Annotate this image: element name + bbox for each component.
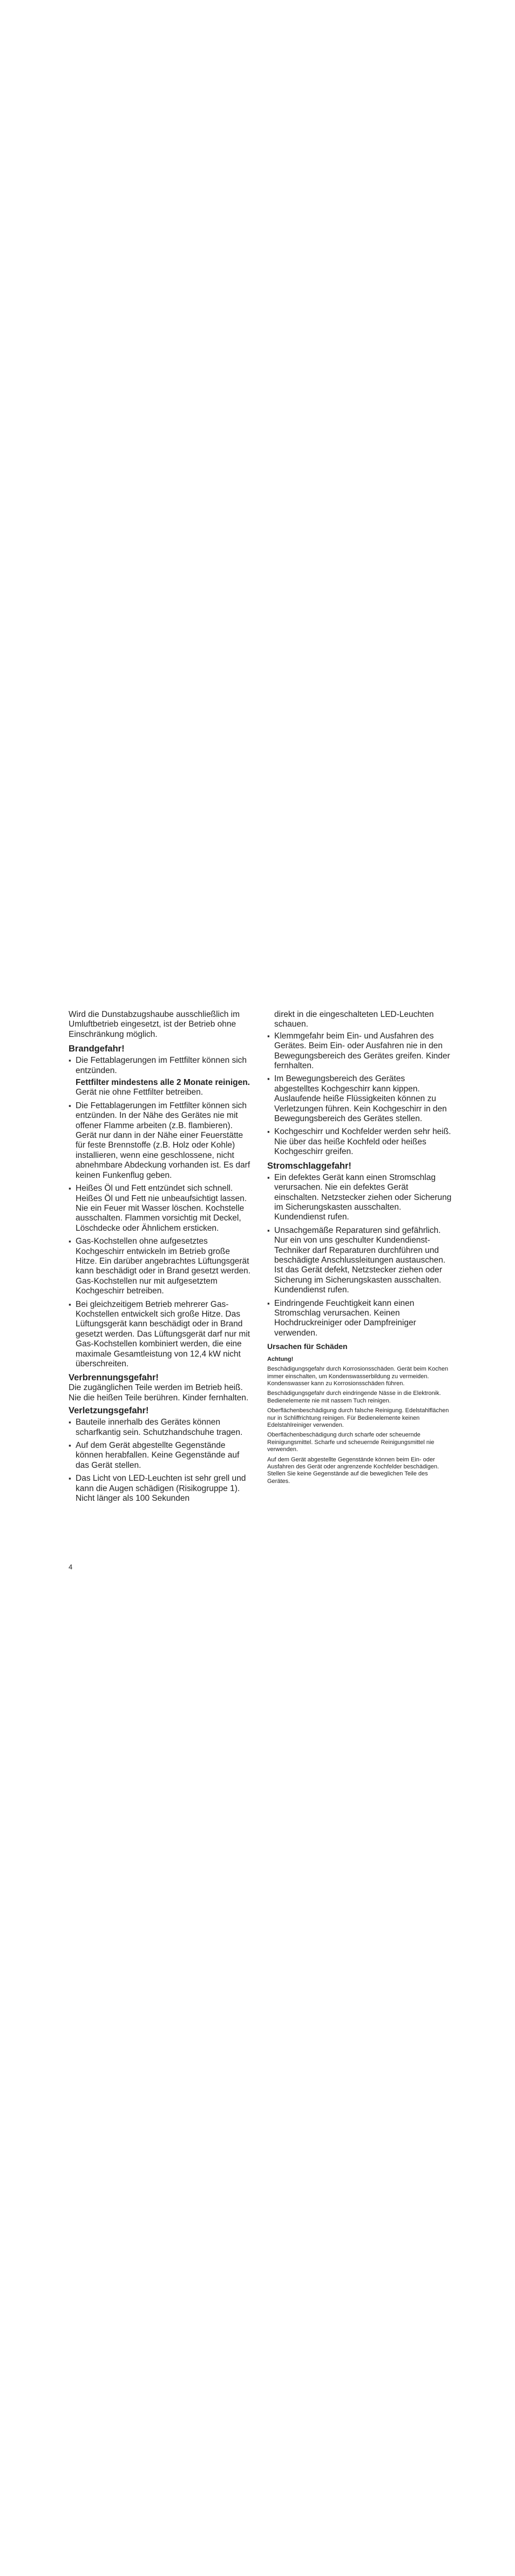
list-item: ▪ Klemmgefahr beim Ein- und Ausfahren des Gerätes. Beim Ein- oder Ausfahren nie in den Bewegungsbereich des Gerätes greifen. Kinder fernhalten. (267, 1031, 452, 1071)
intro-paragraph: Wird die Dunstabzugshaube ausschließlich im Umluftbetrieb eingesetzt, ist der Betrieb ohne Einschränkung möglich. (69, 1010, 240, 1039)
list-item: ▪ Unsachgemäße Reparaturen sind gefährlich. Nur ein von uns geschulter Kundendienst-Techniker darf Reparaturen durchführen und beschädigte Anschlussleitungen austauschen. Ist das Gerät defekt, Netzstecker ziehen oder Sicherung im Sicherungskasten ausschalten. Kundendienst rufen. (267, 1226, 452, 1296)
damage-paragraph: Beschädigungsgefahr durch eindringende Nässe in die Elektronik. Bedienelemente nie mit nassem Tuch reinigen. (267, 1390, 441, 1404)
left-column (69, 1010, 253, 1507)
damage-causes-heading: Ursachen für Schäden (267, 1342, 348, 1351)
fire-hazard-heading: Brandgefahr! (69, 1044, 125, 1054)
list-item: ▪ Auf dem Gerät abgestellte Gegenstände können herabfallen. Keine Gegenstände auf das Gerät stellen. (69, 1441, 253, 1471)
damage-paragraph: Auf dem Gerät abgestellte Gegenstände können beim Ein- oder Ausfahren des Gerät oder angrenzende Kochfelder beschädigen. Stellen Sie keine Gegenstände auf die beweglichen Teile des Gerätes. (267, 1456, 439, 1485)
electric-shock-heading: Stromschlaggefahr! (267, 1161, 351, 1171)
injury-hazard-list (69, 1418, 253, 1503)
list-item: ▪ Die Fettablagerungen im Fettfilter können sich entzünden. In der Nähe des Gerätes nie mit offener Flamme arbeiten (z.B. flambieren). Gerät nur dann in der Nähe einer Feuerstätte für feste Brennstoffe (z.B. Holz oder Kohle) installieren, wenn eine geschlossene, nicht abnehmbare Abdeckung vorhanden ist. Es darf keinen Funkenflug geben. (69, 1101, 253, 1181)
list-item: ▪ Gas-Kochstellen ohne aufgesetztes Kochgeschirr entwickeln im Betrieb große Hitze. Ein darüber angebrachtes Lüftungsgerät kann beschädigt oder in Brand gesetzt werden. Gas-Kochstellen nur mit aufgesetztem Kochgeschirr betreiben. (69, 1237, 253, 1296)
list-item-extra: Gerät nie ohne Fettfilter betreiben. (76, 1088, 204, 1097)
page-number: 4 (69, 1563, 73, 1571)
electric-shock-list (267, 1173, 452, 1339)
list-item: ▪ Heißes Öl und Fett entzündet sich schnell. Heißes Öl und Fett nie unbeaufsichtigt lassen. Nie ein Feuer mit Wasser löschen. Kochstelle ausschalten. Flammen vorsichtig mit Deckel, Löschdecke oder Ähnlichem ersticken. (69, 1184, 253, 1233)
damage-paragraph: Beschädigungsgefahr durch Korrosionsschäden. Gerät beim Kochen immer einschalten, um Kondenswasserbildung zu vermeiden. Kondenswasser kann zu Korrosionsschäden führen. (267, 1366, 449, 1387)
list-item-text: ▪ Die Fettablagerungen im Fettfilter können sich entzünden. (76, 1056, 247, 1075)
list-item: ▪ Das Licht von LED-Leuchten ist sehr grell und kann die Augen schädigen (Risikogruppe 1). Nicht länger als 100 Sekunden (69, 1474, 253, 1503)
damage-paragraph: Oberflächenbeschädigung durch scharfe oder scheuernde Reinigungsmittel. Scharfe und scheuernde Reinigungsmittel nie verwenden. (267, 1432, 435, 1453)
damage-paragraph: Oberflächenbeschädigung durch falsche Reinigung. Edelstahlflächen nur in Schliffrichtung reinigen. Für Bedienelemente keinen Edelstahlreiniger verwenden. (267, 1407, 449, 1429)
injury-hazard-heading: Verletzungsgefahr! (69, 1406, 149, 1416)
list-item: ▪ Eindringende Feuchtigkeit kann einen Stromschlag verursachen. Keinen Hochdruckreiniger oder Dampfreiniger verwenden. (267, 1299, 452, 1339)
list-item: ▪ Ein defektes Gerät kann einen Stromschlag verursachen. Nie ein defektes Gerät einschalten. Netzstecker ziehen oder Sicherung im Sicherungskasten ausschalten. Kundendienst rufen. (267, 1173, 452, 1223)
continued-text: direkt in die eingeschalteten LED-Leuchten schauen. (274, 1010, 434, 1029)
list-item: ▪ Bauteile innerhalb des Gerätes können scharfkantig sein. Schutzhandschuhe tragen. (69, 1418, 253, 1438)
injury-hazard-list-continued (267, 1031, 452, 1157)
fire-hazard-list (69, 1056, 253, 1369)
list-item: ▪ Bei gleichzeitigem Betrieb mehrerer Gas-Kochstellen entwickelt sich große Hitze. Das Lüftungsgerät kann beschädigt oder in Brand gesetzt werden. Das Lüftungsgerät darf nur mit Gas-Kochstellen kombiniert werden, die eine maximale Gesamtleistung von 12,4 kW nicht überschreiten. (69, 1300, 253, 1370)
right-column (267, 1010, 452, 1485)
burn-hazard-heading: Verbrennungsgefahr! (69, 1373, 159, 1383)
list-item (69, 1056, 253, 1098)
list-item: ▪ Im Bewegungsbereich des Gerätes abgestelltes Kochgeschirr kann kippen. Auslaufende heiße Flüssigkeiten können zu Verletzungen führen. Kein Kochgeschirr in den Bewegungsbereich des Gerätes stellen. (267, 1074, 452, 1124)
list-item-emphasis: Fettfilter mindestens alle 2 Monate reinigen. (76, 1078, 250, 1088)
burn-hazard-text: Die zugänglichen Teile werden im Betrieb heiß. Nie die heißen Teile berühren. Kinder fernhalten. (69, 1383, 249, 1402)
attention-label: Achtung! (267, 1356, 294, 1363)
list-item: ▪ Kochgeschirr und Kochfelder werden sehr heiß. Nie über das heiße Kochfeld oder heißes Kochgeschirr greifen. (267, 1127, 452, 1157)
